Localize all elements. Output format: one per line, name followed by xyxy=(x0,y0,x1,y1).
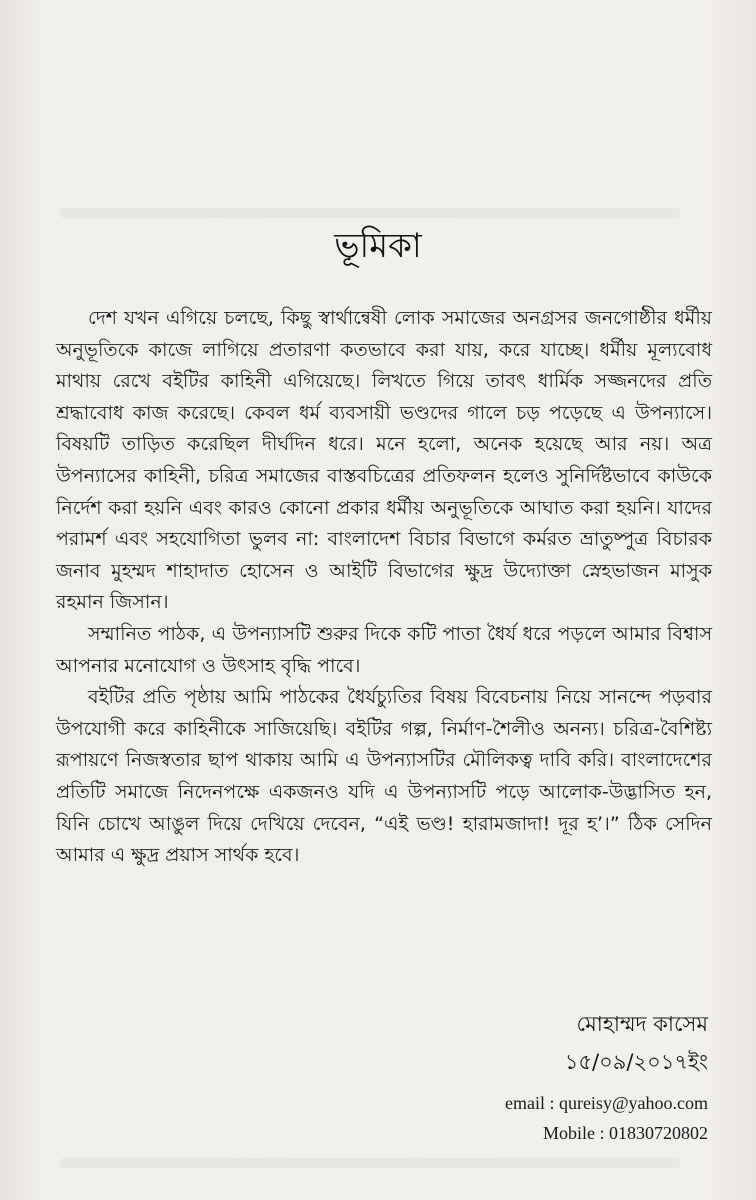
signature-block xyxy=(565,1005,708,1081)
signature-date: ১৫/০৯/২০১৭ইং xyxy=(564,1050,708,1074)
email-line: email : qureisy@yahoo.com xyxy=(504,1093,708,1113)
show-through-shadow xyxy=(60,208,680,218)
show-through-shadow xyxy=(60,1158,680,1168)
preface-body xyxy=(56,303,712,872)
paragraph-1: দেশ যখন এগিয়ে চলছে, কিছু স্বার্থান্বেষী লোক সমাজের অনগ্রসর জনগোষ্ঠীর ধর্মীয় অনুভূতিকে কাজে লাগিয়ে প্রতারণা কতভাবে করা যায়, করে যাচ্ছে। ধর্মীয় মূল্যবোধ মাথায় রেখে বইটির কাহিনী এগিয়েছে। লিখতে গিয়ে তাবৎ ধার্মিক সজ্জনদের প্রতি শ্রদ্ধাবোধ কাজ করেছে। কেবল ধর্ম ব্যবসায়ী ভণ্ডদের গালে চড় পড়েছে এ উপন্যাসে। বিষয়টি তাড়িত করেছিল দীর্ঘদিন ধরে। মনে হলো, অনেক হয়েছে আর নয়। অত্র উপন্যাসের কাহিনী, চরিত্র সমাজের বাস্তবচিত্রের প্রতিফলন হলেও সুনির্দিষ্টভাবে কাউকে নির্দেশ করা হয়নি এবং কারও কোনো প্রকার ধর্মীয় অনুভূতিকে আঘাত করা হয়নি। যাদের পরামর্শ এবং সহযোগিতা ভুলব না: বাংলাদেশ বিচার বিভাগে কর্মরত ভ্রাতুষ্পুত্র বিচারক জনাব মুহম্মদ শাহাদাত হোসেন ও আইটি বিভাগের ক্ষুদ্র উদ্যোক্তা স্নেহভাজন মাসুক রহমান জিসান। xyxy=(56,307,712,614)
page-title: ভূমিকা xyxy=(334,226,422,266)
paragraph-3: বইটির প্রতি পৃষ্ঠায় আমি পাঠকের ধৈর্যচ্যুতির বিষয় বিবেচনায় নিয়ে সানন্দে পড়বার উপযোগী করে কাহিনীকে সাজিয়েছি। বইটির গল্প, নির্মাণ-শৈলীও অনন্য। চরিত্র-বৈশিষ্ট্য রূপায়ণে নিজস্বতার ছাপ থাকায় আমি এ উপন্যাসটির মৌলিকত্ব দাবি করি। বাংলাদেশের প্রতিটি সমাজে নিদেনপক্ষে একজনও যদি এ উপন্যাসটি পড়ে আলোক-উদ্ভাসিত হন, যিনি চোখে আঙুল দিয়ে দেখিয়ে দেবেন, “এই ভণ্ড! হারামজাদা! দূর হ’।” ঠিক সেদিন আমার এ ক্ষুদ্র প্রয়াস সার্থক হবে। xyxy=(56,686,712,867)
author-name: মোহাম্মদ কাসেম xyxy=(576,1012,708,1036)
mobile-line: Mobile : 01830720802 xyxy=(543,1123,708,1143)
paragraph-2: সম্মানিত পাঠক, এ উপন্যাসটি শুরুর দিকে কটি পাতা ধৈর্য ধরে পড়লে আমার বিশ্বাস আপনার মনোযোগ ও উৎসাহ বৃদ্ধি পাবে। xyxy=(56,622,712,677)
contact-block xyxy=(505,1088,708,1148)
